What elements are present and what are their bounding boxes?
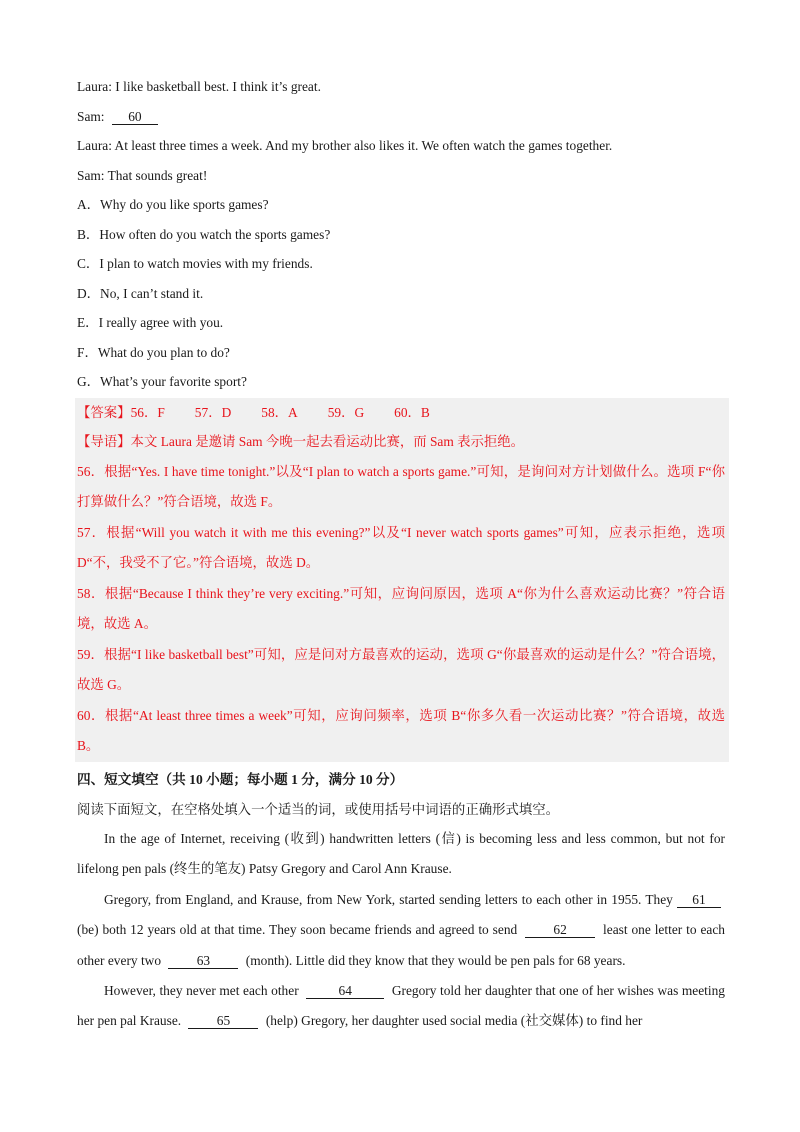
- blank-65[interactable]: 65: [188, 1013, 258, 1029]
- answer-key-label: 【答案】: [77, 404, 131, 420]
- guide-text: 【导语】本文 Laura 是邀请 Sam 今晚一起去看运动比赛，而 Sam 表示拒绝。: [77, 434, 525, 449]
- document-page: [77, 72, 725, 1037]
- section-title: 四、短文填空（共 10 小题；每小题 1 分，满分 10 分）: [77, 771, 404, 787]
- explanation-59: 59．根据“I like basketball best”可知，应是问对方最喜欢的运动，选项 G“你最喜欢的运动是什么？”符合语境，故选 G。: [77, 646, 725, 692]
- speaker-label: Sam:: [77, 108, 105, 124]
- blank-61[interactable]: 61: [677, 892, 721, 908]
- answer-item: 56．F: [130, 404, 165, 420]
- option-d: D．No, I can’t stand it.: [77, 285, 204, 301]
- section-instruction: 阅读下面短文，在空格处填入一个适当的词，或使用括号中词语的正确形式填空。: [77, 801, 560, 817]
- dialogue-line-laura-2: Laura: At least three times a week. And my brother also likes it. We often watch the games together.: [77, 138, 613, 153]
- option-g: G．What’s your favorite sport?: [77, 374, 247, 389]
- answer-item: 60．B: [394, 404, 430, 420]
- answer-item: 57．D: [194, 404, 232, 420]
- passage-paragraph-2: [77, 885, 725, 976]
- answer-explanation-box: [75, 398, 729, 762]
- blank-64[interactable]: 64: [306, 983, 384, 999]
- passage-paragraph-1: In the age of Internet, receiving (收到) handwritten letters (信) is becoming less and less common, but not for lifelong pen pals (终生的笔友) Patsy Gregory and Carol Ann Krause.: [77, 831, 725, 877]
- dialogue-line-sam-2: Sam: That sounds great!: [77, 167, 208, 183]
- passage-text: However, they never met each other: [104, 983, 299, 999]
- explanation-57: 57．根据“Will you watch it with me this evening?”以及“I never watch sports games”可知，应表示拒绝，选项 D“不，我受不了它。”符合语境，故选 D。: [77, 524, 725, 570]
- passage-text: Gregory, from England, and Krause, from New York, started sending letters to each other in 1955. They: [104, 891, 673, 907]
- explanation-60: 60．根据“At least three times a week”可知，应询问频率，选项 B“你多久看一次运动比赛？”符合语境，故选 B。: [77, 707, 725, 753]
- blank-62[interactable]: 62: [525, 922, 595, 938]
- blank-63[interactable]: 63: [168, 953, 238, 969]
- dialogue-line-sam-60: [77, 102, 725, 132]
- explanation-56: 56．根据“Yes. I have time tonight.”以及“I plan to watch a sports game.”可知，是询问对方计划做什么。选项 F“你打算做什么？”符合语境，故选 F。: [77, 463, 725, 509]
- answer-item: 59．G: [327, 404, 365, 420]
- passage-paragraph-3: [77, 976, 725, 1037]
- explanation-58: 58．根据“Because I think they’re very exciting.”可知，应询问原因，选项 A“你为什么喜欢运动比赛？”符合语境，故选 A。: [77, 585, 725, 631]
- passage-text: (help) Gregory, her daughter used social media (社交媒体) to find her: [265, 1013, 643, 1029]
- option-a: A．Why do you like sports games?: [77, 197, 269, 212]
- blank-60[interactable]: 60: [112, 109, 158, 125]
- option-b: B．How often do you watch the sports games?: [77, 226, 331, 242]
- passage-text: Gregory told her daughter that one of her wishes was meeting her pen pal Krause.: [77, 983, 725, 1029]
- passage-text: least one letter to each other every two: [77, 922, 725, 968]
- option-c: C．I plan to watch movies with my friends.: [77, 256, 313, 271]
- dialogue-line-laura-1: Laura: I like basketball best. I think it’s great.: [77, 79, 321, 94]
- answer-item: 58．A: [261, 404, 298, 420]
- option-e: E．I really agree with you.: [77, 315, 224, 330]
- option-f: F．What do you plan to do?: [77, 344, 230, 360]
- passage-text: (month). Little did they know that they would be pen pals for 68 years.: [245, 952, 626, 968]
- passage-text: (be) both 12 years old at that time. They soon became friends and agreed to send: [77, 922, 518, 938]
- answer-key: [77, 398, 725, 428]
